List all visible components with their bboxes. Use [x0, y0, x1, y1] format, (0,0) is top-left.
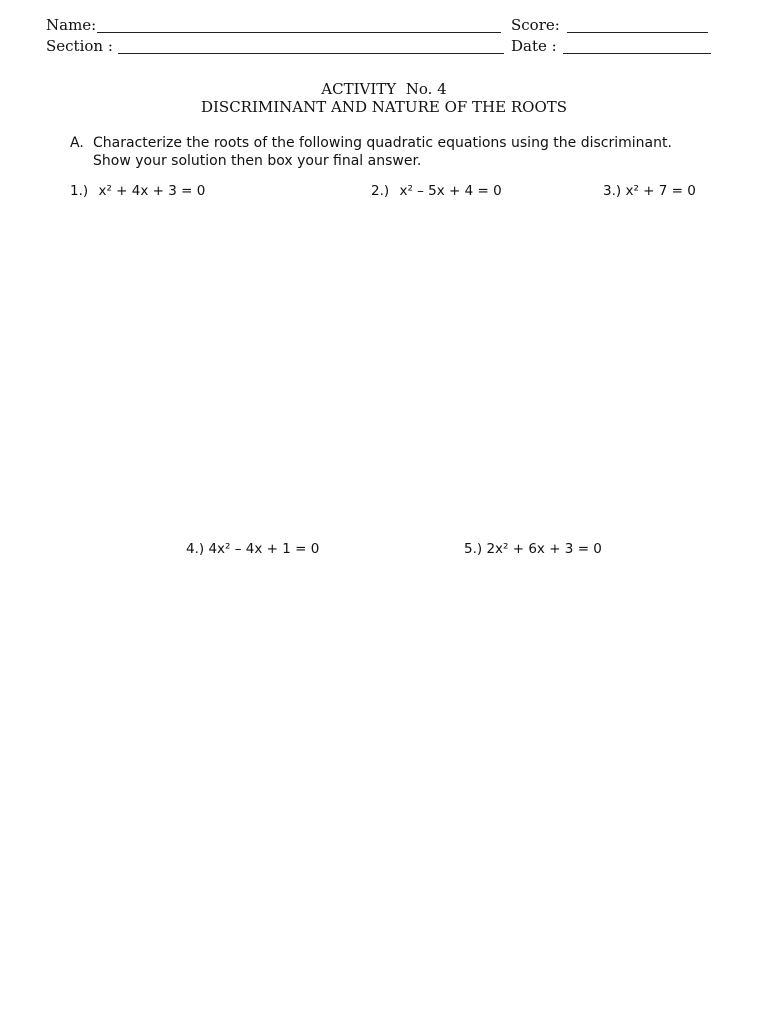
name-label: Name:	[46, 16, 97, 34]
date-field[interactable]	[563, 53, 711, 54]
problem-number: 2.)	[371, 183, 390, 199]
problem-1	[70, 183, 205, 199]
activity-title: ACTIVITY No. 4	[321, 80, 447, 98]
instruction-line-2: Show your solution then box your final answer.	[93, 153, 422, 169]
problem-equation: x² + 7 = 0	[625, 183, 696, 199]
problem-equation: x² – 5x + 4 = 0	[399, 183, 502, 199]
problem-3	[603, 183, 696, 199]
date-label: Date :	[511, 37, 557, 55]
instruction-line-1: Characterize the roots of the following quadratic equations using the discriminant.	[93, 135, 672, 151]
answer-area-1[interactable]	[70, 205, 350, 525]
activity-subtitle: DISCRIMINANT AND NATURE OF THE ROOTS	[200, 98, 568, 116]
answer-area-2[interactable]	[371, 205, 591, 525]
name-field[interactable]	[97, 32, 501, 33]
problem-number: 4.)	[186, 541, 205, 557]
problem-number: 5.)	[464, 541, 483, 557]
problem-5	[464, 541, 602, 557]
section-label: Section :	[46, 37, 113, 55]
problem-2	[371, 183, 502, 199]
answer-area-5[interactable]	[464, 565, 724, 965]
answer-area-3[interactable]	[603, 205, 743, 525]
section-field[interactable]	[118, 53, 504, 54]
instruction-letter: A.	[70, 135, 84, 151]
problem-4	[186, 541, 319, 557]
problem-number: 3.)	[603, 183, 622, 199]
score-field[interactable]	[567, 32, 708, 33]
problem-number: 1.)	[70, 183, 89, 199]
problem-equation: 2x² + 6x + 3 = 0	[486, 541, 602, 557]
score-label: Score:	[511, 16, 560, 34]
problem-equation: x² + 4x + 3 = 0	[98, 183, 206, 199]
answer-area-4[interactable]	[186, 565, 446, 965]
problem-equation: 4x² – 4x + 1 = 0	[208, 541, 320, 557]
